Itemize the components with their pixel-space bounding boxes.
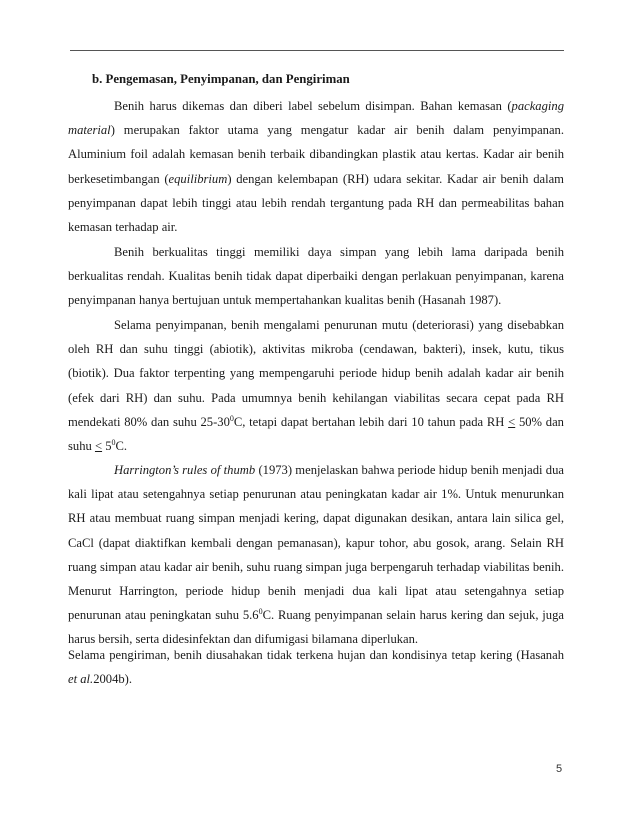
- section-heading: b. Pengemasan, Penyimpanan, dan Pengiriman: [92, 72, 350, 86]
- paragraph-harrington: Harrington’s rules of thumb (1973) menjelaskan bahwa periode hidup benih menjadi dua kali lipat atau setengahnya setiap penurunan atau peningkatan kadar air 1%. Untuk menurunkan RH atau membuat ruang simpan menjadi kering, dapat digunakan desikan, antara lain silica gel, CaCl (dapat diaktifkan kembali dengan pemanasan), kapur tohor, abu gosok, arang. Selain RH ruang simpan atau kadar air benih, suhu ruang simpan juga berpengaruh terhadap viabilitas benih. Menurut Harrington, periode hidup benih menjadi dua kali lipat atau setengahnya setiap penurunan atau peningkatan suhu $5.6^0C$. Ruang penyimpanan selain harus kering dan sejuk, juga harus bersih, serta didesinfektan dan difumigasi bilamana diperlukan.: [68, 463, 564, 647]
- paragraph-shipping: Selama pengiriman, benih diusahakan tidak terkena hujan dan kondisinya tetap kering (Hasanah et al.2004b).: [68, 648, 564, 687]
- header-rule: [70, 50, 564, 51]
- paragraph-packaging: Benih harus dikemas dan diberi label sebelum disimpan. Bahan kemasan (packaging material) merupakan faktor utama yang mengatur kadar air benih dalam penyimpanan. Aluminium foil adalah kemasan benih terbaik dibandingkan plastik atau kertas. Kadar air benih berkesetimbangan (equilibrium) dengan kelembapan (RH) udara sekitar. Kadar air benih dalam penyimpanan dapat lebih tinggi atau lebih rendah tergantung pada RH dan permeabilitas bahan kemasan terhadap air.: [68, 99, 564, 235]
- paragraph-deterioration: Selama penyimpanan, benih mengalami penurunan mutu (deteriorasi) yang disebabkan oleh RH dan suhu tinggi (abiotik), aktivitas mikroba (cendawan, bakteri), insek, kutu, tikus (biotik). Dua faktor terpenting yang mempengaruhi periode hidup benih adalah kadar air benih (efek dari RH) dan suhu. Pada umumnya benih kehilangan viabilitas secara cepat pada RH mendekati 80% dan suhu $25-30^0C$, tetapi dapat bertahan lebih dari 10 tahun pada RH < 50% dan suhu < $5^0C$.: [68, 318, 564, 454]
- page-number: 5: [556, 763, 563, 775]
- paragraph-quality: Benih berkualitas tinggi memiliki daya simpan yang lebih lama daripada benih berkualitas rendah. Kualitas benih tidak dapat diperbaiki dengan perlakuan penyimpanan, karena penyimpanan hanya bertujuan untuk mempertahankan kualitas benih (Hasanah 1987).: [68, 245, 564, 308]
